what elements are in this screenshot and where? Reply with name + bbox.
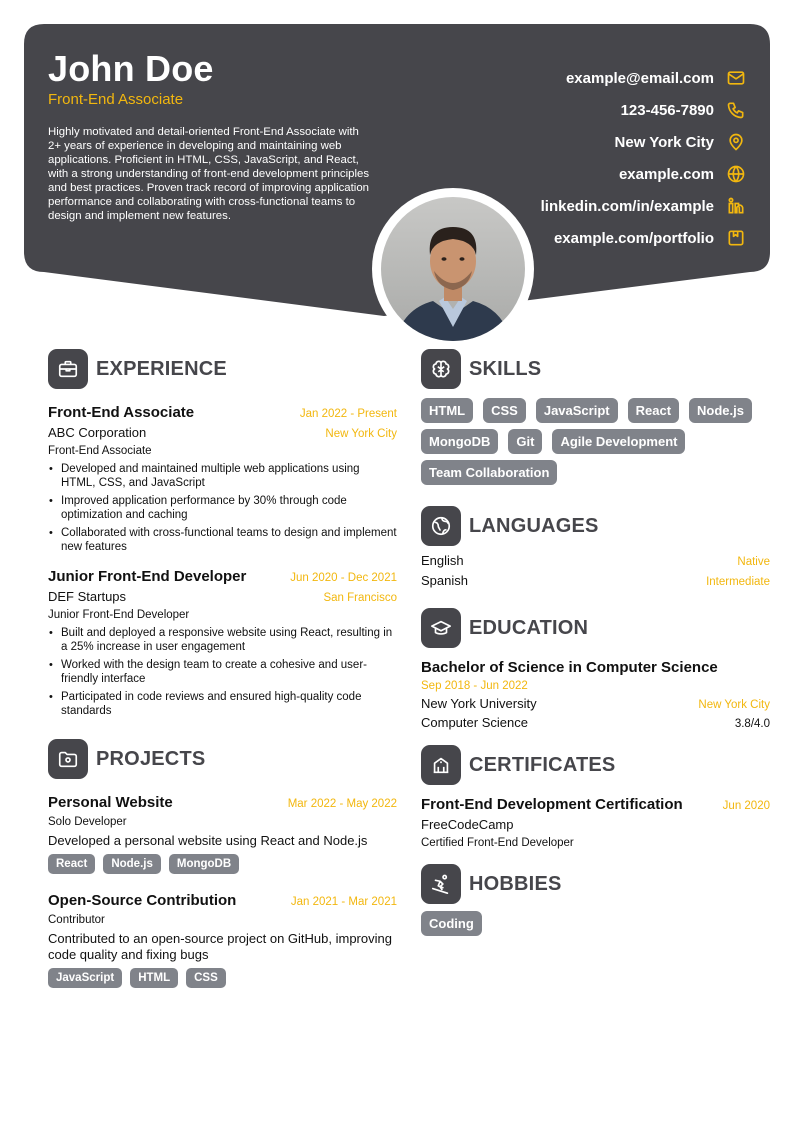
project-description: Contributed to an open-source project on GitHub, improving code quality and fixing bugs <box>48 931 392 962</box>
contact-email-text[interactable]: example@email.com <box>565 69 714 87</box>
brain-icon <box>421 349 461 389</box>
skill-tag: Git <box>508 429 542 454</box>
skill-tag: Agile Development <box>552 429 685 454</box>
skill-tag: MongoDB <box>421 429 498 454</box>
language-row <box>421 573 770 593</box>
job-bullet: • Collaborated with cross-functional teams to design and implement new features <box>48 526 397 554</box>
languages-section-header <box>421 505 770 547</box>
folder-icon <box>48 739 88 779</box>
language-row <box>421 553 770 573</box>
project-entry <box>48 892 397 994</box>
language-name: English <box>421 553 464 568</box>
job-bullet: • Developed and maintained multiple web applications using HTML, CSS, and JavaScript <box>48 462 397 490</box>
experience-entry <box>48 568 397 718</box>
job-bullet: • Built and deployed a responsive website using React, resulting in a 25% increase in user engagement <box>48 626 397 654</box>
gpa: 3.8/4.0 <box>734 718 770 730</box>
certificate-detail: Certified Front-End Developer <box>421 837 574 849</box>
project-tag: Node.js <box>103 854 161 874</box>
language-name: Spanish <box>421 573 468 588</box>
education-dates: Sep 2018 - Jun 2022 <box>421 680 528 692</box>
job-subtitle: Junior Front-End Developer <box>48 609 190 621</box>
experience-heading: EXPERIENCE <box>96 357 227 380</box>
field-of-study: Computer Science <box>421 715 528 730</box>
degree-title: Bachelor of Science in Computer Science <box>421 659 718 676</box>
skills-list <box>421 398 770 491</box>
hobby-tag: Coding <box>421 911 482 936</box>
candidate-title: Front-End Associate <box>48 91 184 108</box>
envelope-icon <box>726 68 746 88</box>
job-location: San Francisco <box>323 592 397 604</box>
job-bullet: • Improved application performance by 30% through code optimization and caching <box>48 494 397 522</box>
projects-section-header <box>48 738 397 780</box>
experience-entry <box>48 404 397 554</box>
left-column <box>48 348 397 1008</box>
skill-tag: JavaScript <box>536 398 618 423</box>
job-dates: Jan 2022 - Present <box>299 408 397 420</box>
skills-section-header <box>421 348 770 390</box>
contact-linkedin-text[interactable]: linkedin.com/in/example <box>540 197 714 215</box>
project-tag: CSS <box>186 968 226 988</box>
languages-heading: LANGUAGES <box>469 514 599 537</box>
contact-phone-text[interactable]: 123-456-7890 <box>620 101 714 119</box>
hobbies-section-header <box>421 863 770 905</box>
portfolio-icon <box>726 228 746 248</box>
phone-icon <box>726 100 746 120</box>
job-location: New York City <box>325 428 397 440</box>
skiing-icon <box>421 864 461 904</box>
certificate-name: Front-End Development Certification <box>421 796 683 813</box>
skill-tag: Team Collaboration <box>421 460 557 485</box>
job-dates: Jun 2020 - Dec 2021 <box>290 572 397 584</box>
projects-heading: PROJECTS <box>96 747 206 770</box>
contact-email[interactable] <box>450 62 770 94</box>
skills-heading: SKILLS <box>469 357 542 380</box>
certificate-date: Jun 2020 <box>722 800 770 812</box>
project-description: Developed a personal website using React and Node.js <box>48 833 368 848</box>
certificates-heading: CERTIFICATES <box>469 753 616 776</box>
project-dates: Jan 2021 - Mar 2021 <box>290 896 397 908</box>
job-bullets <box>48 626 397 718</box>
language-level: Intermediate <box>706 576 770 588</box>
profile-photo <box>381 197 525 341</box>
languages-list <box>421 553 770 593</box>
contact-website-text[interactable]: example.com <box>618 165 714 183</box>
job-title: Front-End Associate <box>48 404 195 421</box>
skill-tag: CSS <box>483 398 526 423</box>
candidate-name: John Doe <box>48 48 214 89</box>
hobbies-heading: HOBBIES <box>469 872 562 895</box>
university-location: New York City <box>698 699 770 711</box>
job-bullet: • Worked with the design team to create a cohesive and user-friendly interface <box>48 658 397 686</box>
hobbies-list <box>421 911 770 942</box>
company-name: ABC Corporation <box>48 425 147 440</box>
skill-tag: React <box>628 398 679 423</box>
institution-icon <box>421 745 461 785</box>
language-level: Native <box>737 556 770 568</box>
globe-icon <box>726 164 746 184</box>
skill-tag: HTML <box>421 398 473 423</box>
certificate-issuer: FreeCodeCamp <box>421 817 514 832</box>
certificate-entry <box>421 796 770 849</box>
certificates-section-header <box>421 744 770 786</box>
graduation-cap-icon <box>421 608 461 648</box>
contact-phone[interactable] <box>450 94 770 126</box>
right-column <box>421 348 770 942</box>
company-name: DEF Startups <box>48 589 127 604</box>
contact-portfolio-text[interactable]: example.com/portfolio <box>553 229 714 247</box>
project-entry <box>48 794 397 880</box>
project-tag: HTML <box>130 968 178 988</box>
skill-tag: Node.js <box>689 398 752 423</box>
job-bullet: • Participated in code reviews and ensured high-quality code standards <box>48 690 397 718</box>
project-name: Personal Website <box>48 794 173 811</box>
job-subtitle: Front-End Associate <box>48 445 152 457</box>
project-tags <box>48 854 397 880</box>
project-role: Solo Developer <box>48 816 127 828</box>
languages-icon <box>421 506 461 546</box>
education-heading: EDUCATION <box>469 616 589 639</box>
project-role: Contributor <box>48 914 105 926</box>
project-tags <box>48 968 397 994</box>
project-tag: JavaScript <box>48 968 122 988</box>
project-tag: React <box>48 854 95 874</box>
contact-location-text: New York City <box>614 133 714 151</box>
profile-summary: Highly motivated and detail-oriented Front-End Associate with 2+ years of experience in developing and maintaining web applications. Proficient in HTML, CSS, JavaScript, and React, with a strong understanding of front-end development principles and best practices. Proven track record of improving application performance and collaborating with cross-functional teams to design and implement new features. <box>48 126 370 222</box>
project-dates: Mar 2022 - May 2022 <box>287 798 397 810</box>
education-section-header <box>421 607 770 649</box>
project-tag: MongoDB <box>169 854 239 874</box>
job-title: Junior Front-End Developer <box>48 568 247 585</box>
education-entry <box>421 659 770 730</box>
project-name: Open-Source Contribution <box>48 892 237 909</box>
briefcase-icon <box>48 349 88 389</box>
contact-website[interactable] <box>450 158 770 190</box>
experience-section-header <box>48 348 397 390</box>
contact-location <box>450 126 770 158</box>
university-name: New York University <box>421 696 537 711</box>
linkedin-icon <box>726 196 746 216</box>
map-pin-icon <box>726 132 746 152</box>
job-bullets <box>48 462 397 554</box>
